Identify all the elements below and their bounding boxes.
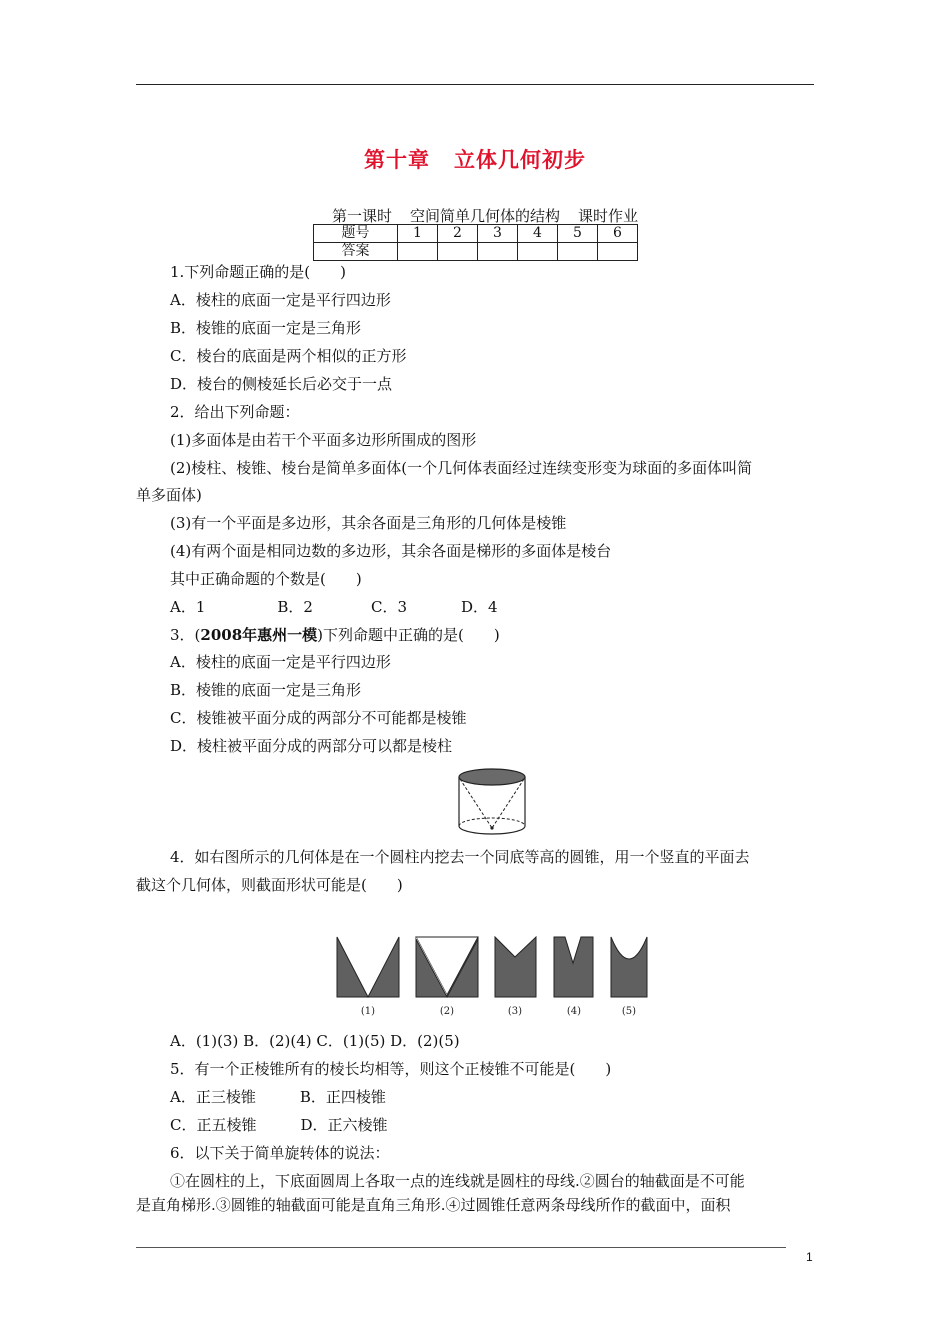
q4-options: A．(1)(3) B．(2)(4) C．(1)(5) D．(2)(5) [170, 1032, 460, 1050]
figure-label-2: (2) [439, 1006, 455, 1017]
q3-stem: 3．(2008年惠州一模)下列命题中正确的是( ) [170, 626, 500, 644]
answer-cell[interactable] [438, 243, 478, 261]
q3-option-b: B．棱锥的底面一定是三角形 [170, 681, 362, 699]
q1-option-b: B．棱锥的底面一定是三角形 [170, 319, 362, 337]
answer-cell[interactable] [478, 243, 518, 261]
q1-option-c: C．棱台的底面是两个相似的正方形 [170, 347, 407, 365]
q5-stem: 5．有一个正棱锥所有的棱长均相等，则这个正棱锥不可能是( ) [170, 1060, 612, 1078]
answer-cell[interactable] [398, 243, 438, 261]
section-shape-3 [495, 937, 536, 997]
lesson-subtitle: 第一课时 空间简单几何体的结构 课时作业 [332, 207, 639, 225]
answer-cell[interactable] [558, 243, 598, 261]
answer-table-row1-label: 题号 [314, 225, 398, 243]
answer-table-header-row [314, 225, 638, 243]
q2-stem: 2．给出下列命题： [170, 403, 300, 421]
q1-option-a: A．棱柱的底面一定是平行四边形 [170, 291, 391, 309]
section-shape-1 [337, 937, 399, 997]
q2-statement-2-cont: 单多面体) [136, 486, 202, 504]
answer-table-number: 3 [478, 225, 518, 243]
q5-options-ab: A．正三棱锥 B．正四棱锥 [170, 1088, 386, 1106]
q3-option-a: A．棱柱的底面一定是平行四边形 [170, 653, 391, 671]
page-number: 1 [806, 1250, 813, 1264]
header-rule [136, 84, 814, 85]
q6-stem: 6．以下关于简单旋转体的说法： [170, 1144, 390, 1162]
q2-statement-2: (2)棱柱、棱锥、棱台是简单多面体(一个几何体表面经过连续变形变为球面的多面体叫简 [170, 459, 753, 477]
figure-label-3: (3) [507, 1006, 523, 1017]
q2-options: A．1 B．2 C．3 D．4 [170, 598, 498, 616]
answer-table-number: 1 [398, 225, 438, 243]
cylinder-cone-figure [456, 766, 528, 838]
answer-table-row2-label: 答案 [314, 243, 398, 261]
q2-ask: 其中正确命题的个数是( ) [170, 570, 362, 588]
q2-statement-3: (3)有一个平面是多边形，其余各面是三角形的几何体是棱锥 [170, 514, 567, 532]
section-shape-4 [554, 937, 593, 997]
q1-stem: 1.下列命题正确的是( ) [170, 263, 347, 281]
answer-table [313, 224, 638, 261]
figure-label-5: (5) [621, 1006, 637, 1017]
answer-table-answer-row [314, 243, 638, 261]
q2-statement-1: (1)多面体是由若干个平面多边形所围成的图形 [170, 431, 477, 449]
q6-line-1: ①在圆柱的上，下底面圆周上各取一点的连线就是圆柱的母线.②圆台的轴截面是不可能 [170, 1172, 745, 1190]
answer-table-number: 6 [598, 225, 638, 243]
answer-cell[interactable] [518, 243, 558, 261]
figure-label-4: (4) [566, 1006, 582, 1017]
cross-section-figures [335, 935, 655, 1019]
q6-line-2: 是直角梯形.③圆锥的轴截面可能是直角三角形.④过圆锥任意两条母线所作的截面中，面积 [136, 1196, 731, 1214]
q3-option-d: D．棱柱被平面分成的两部分可以都是棱柱 [170, 737, 453, 755]
answer-cell[interactable] [598, 243, 638, 261]
q3-option-c: C．棱锥被平面分成的两部分不可能都是棱锥 [170, 709, 467, 727]
section-shape-5 [611, 937, 647, 997]
q2-statement-4: (4)有两个面是相同边数的多边形，其余各面是梯形的多面体是棱台 [170, 542, 612, 560]
figure-label-1: (1) [360, 1006, 376, 1017]
chapter-title: 第十章 立体几何初步 [364, 147, 586, 172]
answer-table-number: 2 [438, 225, 478, 243]
footer-rule [136, 1247, 786, 1248]
answer-table-number: 4 [518, 225, 558, 243]
q4-line-2: 截这个几何体，则截面形状可能是( ) [136, 876, 403, 894]
q4-line-1: 4．如右图所示的几何体是在一个圆柱内挖去一个同底等高的圆锥，用一个竖直的平面去 [170, 848, 750, 866]
answer-table-number: 5 [558, 225, 598, 243]
q1-option-d: D．棱台的侧棱延长后必交于一点 [170, 375, 393, 393]
q5-options-cd: C．正五棱锥 D．正六棱锥 [170, 1116, 388, 1134]
